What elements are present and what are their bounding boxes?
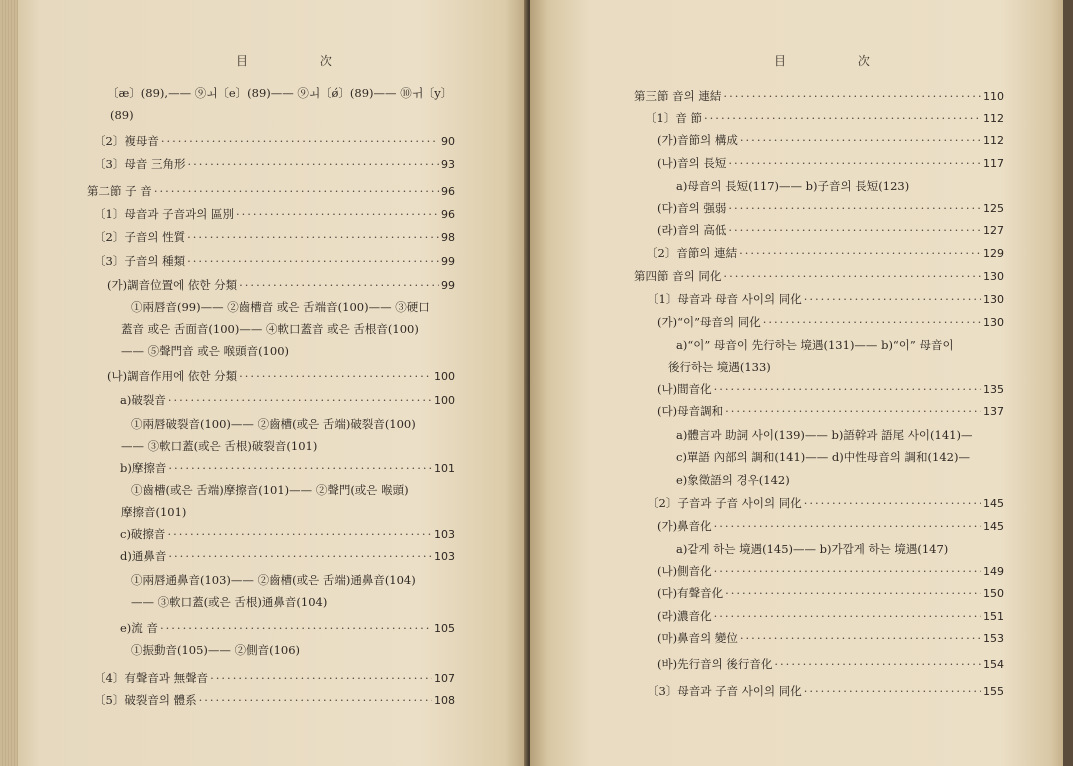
toc-entry xyxy=(107,85,452,101)
toc-entry xyxy=(131,642,300,658)
toc-entry xyxy=(657,518,1004,534)
dot-leader xyxy=(714,519,981,533)
toc-page-number: 137 xyxy=(983,405,1004,418)
toc-entry xyxy=(131,299,430,315)
toc-page-number: 130 xyxy=(983,293,1004,306)
dot-leader xyxy=(740,631,981,645)
left-page xyxy=(0,0,528,766)
toc-entry-title: (라)音의 高低 xyxy=(657,223,727,237)
toc-entry xyxy=(94,692,455,708)
toc-page-number: 101 xyxy=(434,462,455,475)
toc-entry xyxy=(645,110,1004,126)
toc-entry xyxy=(657,403,1004,419)
left-running-head: 目 次 xyxy=(236,54,366,68)
toc-page-number: 135 xyxy=(983,383,1004,396)
toc-entry-title: 〔5〕破裂音의 體系 xyxy=(94,693,197,707)
dot-leader xyxy=(168,549,432,563)
toc-entry-title: (다)音의 强弱 xyxy=(657,201,727,215)
toc-entry-title: 〔1〕母音과 母音 사이의 同化 xyxy=(647,292,802,306)
toc-page-number: 154 xyxy=(983,658,1004,671)
toc-entry xyxy=(646,245,1004,261)
toc-page-number: 98 xyxy=(441,231,455,244)
dot-leader xyxy=(740,133,981,147)
toc-entry-title: (라)濃音化 xyxy=(657,609,712,623)
toc-entry-title: 第二節 子 音 xyxy=(87,184,152,198)
toc-entry-title: 摩擦音(101) xyxy=(121,505,187,519)
toc-entry xyxy=(94,156,455,172)
toc-page-number: 112 xyxy=(983,112,1004,125)
toc-entry-title: c)單語 內部의 調和(141)—— d)中性母音의 調和(142)— xyxy=(676,450,970,464)
toc-entry-title: (바)先行音의 後行音化 xyxy=(657,657,773,671)
toc-entry xyxy=(676,449,970,465)
dot-leader xyxy=(187,157,439,171)
toc-entry xyxy=(94,253,455,269)
toc-entry xyxy=(121,504,186,520)
toc-page-number: 130 xyxy=(983,316,1004,329)
cover-edge xyxy=(1063,0,1073,766)
toc-entry xyxy=(107,368,455,384)
dot-leader xyxy=(168,461,432,475)
toc-page-number: 105 xyxy=(434,622,455,635)
toc-entry xyxy=(94,206,455,222)
dot-leader xyxy=(160,621,432,635)
toc-page-number: 100 xyxy=(434,370,455,383)
toc-entry xyxy=(131,594,327,610)
toc-entry-title: (가)調音位置에 依한 分類 xyxy=(107,278,238,292)
dot-leader xyxy=(210,671,432,685)
toc-entry xyxy=(668,359,771,375)
toc-page-number: 130 xyxy=(983,270,1004,283)
toc-entry xyxy=(676,541,948,557)
toc-entry-title: c)破擦音 xyxy=(120,527,166,541)
toc-entry xyxy=(657,314,1004,330)
toc-page-number: 117 xyxy=(983,157,1004,170)
toc-page-number: 103 xyxy=(434,528,455,541)
toc-entry-title: a)破裂音 xyxy=(120,393,166,407)
dot-leader xyxy=(714,609,981,623)
dot-leader xyxy=(187,254,439,268)
toc-entry xyxy=(634,268,1004,284)
toc-entry-title: (나)音의 長短 xyxy=(657,156,727,170)
dot-leader xyxy=(725,404,981,418)
dot-leader xyxy=(804,292,981,306)
toc-entry xyxy=(121,343,289,359)
toc-entry xyxy=(121,321,419,337)
toc-entry xyxy=(121,438,317,454)
toc-entry-title: (다)有聲音化 xyxy=(657,586,724,600)
toc-entry-title: (가)鼻音化 xyxy=(657,519,712,533)
toc-entry-title: (가)“이”母音의 同化 xyxy=(657,315,761,329)
dot-leader xyxy=(728,223,981,237)
toc-entry-title: ①齒槽(或은 舌端)摩擦音(101)—— ②聲門(或은 喉頭) xyxy=(131,483,409,497)
dot-leader xyxy=(723,89,981,103)
toc-entry xyxy=(87,183,455,199)
toc-entry xyxy=(120,526,455,542)
toc-entry xyxy=(131,482,409,498)
toc-entry-title: 〔2〕子音의 性質 xyxy=(94,230,186,244)
toc-entry xyxy=(647,495,1004,511)
dot-leader xyxy=(723,269,981,283)
toc-entry-title: 後行하는 境遇(133) xyxy=(668,360,771,374)
toc-entry-title: ①兩唇通鼻音(103)—— ②齒槽(或은 舌端)通鼻音(104) xyxy=(131,573,416,587)
toc-page-number: 112 xyxy=(983,134,1004,147)
toc-entry-title: —— ③軟口蓋(或은 舌根)破裂音(101) xyxy=(121,439,318,453)
toc-entry xyxy=(676,337,954,353)
toc-entry xyxy=(657,132,1004,148)
dot-leader xyxy=(728,156,981,170)
toc-entry-title: 〔æ〕(89),—— ⑨ㅚ〔e〕(89)—— ⑨ㅚ〔ǿ〕(89)—— ⑩ㅟ〔y〕 xyxy=(107,86,453,100)
toc-entry-title: (나)間音化 xyxy=(657,382,712,396)
dot-leader xyxy=(236,207,439,221)
toc-page-number: 100 xyxy=(434,394,455,407)
toc-entry xyxy=(657,656,1004,672)
toc-entry xyxy=(647,683,1004,699)
dot-leader xyxy=(161,134,439,148)
toc-entry xyxy=(94,133,455,149)
toc-page-number: 107 xyxy=(434,672,455,685)
toc-entry-title: (나)調音作用에 依한 分類 xyxy=(107,369,238,383)
toc-entry-title: 〔2〕複母音 xyxy=(94,134,159,148)
toc-entry-title: a)母音의 長短(117)—— b)子音의 長短(123) xyxy=(676,179,910,193)
toc-entry xyxy=(676,472,790,488)
toc-page-number: 93 xyxy=(441,158,455,171)
dot-leader xyxy=(187,230,439,244)
toc-entry-title: (가)音節의 構成 xyxy=(657,133,738,147)
toc-entry-title: 第三節 音의 連結 xyxy=(634,89,722,103)
toc-entry-title: a)같게 하는 境遇(145)—— b)가깝게 하는 境遇(147) xyxy=(676,542,949,556)
toc-entry-title: (마)鼻音의 變位 xyxy=(657,631,738,645)
toc-page-number: 153 xyxy=(983,632,1004,645)
toc-page-number: 110 xyxy=(983,90,1004,103)
toc-entry-title: 〔3〕子音의 種類 xyxy=(94,254,186,268)
toc-page-number: 96 xyxy=(441,208,455,221)
toc-entry xyxy=(647,291,1004,307)
toc-entry-title: (다)母音調和 xyxy=(657,404,724,418)
toc-entry xyxy=(657,630,1004,646)
page-edges xyxy=(0,0,18,766)
toc-page-number: 99 xyxy=(441,255,455,268)
toc-entry xyxy=(676,178,909,194)
dot-leader xyxy=(168,393,432,407)
toc-entry xyxy=(657,608,1004,624)
toc-entry xyxy=(657,563,1004,579)
toc-entry-title: 〔3〕母音 三角形 xyxy=(94,157,186,171)
toc-entry-title: 〔2〕音節의 連結 xyxy=(646,246,738,260)
dot-leader xyxy=(804,496,981,510)
toc-entry-title: a)體言과 助詞 사이(139)—— b)語幹과 語尾 사이(141)— xyxy=(676,428,973,442)
toc-entry-title: ①兩唇破裂音(100)—— ②齒槽(或은 舌端)破裂音(100) xyxy=(131,417,416,431)
dot-leader xyxy=(739,246,981,260)
dot-leader xyxy=(804,684,981,698)
toc-page-number: 103 xyxy=(434,550,455,563)
toc-entry-title: 〔1〕母音과 子音과의 區別 xyxy=(94,207,234,221)
toc-page-number: 149 xyxy=(983,565,1004,578)
dot-leader xyxy=(763,315,981,329)
dot-leader xyxy=(239,369,432,383)
dot-leader xyxy=(714,382,981,396)
dot-leader xyxy=(725,586,981,600)
toc-page-number: 96 xyxy=(441,185,455,198)
toc-page-number: 145 xyxy=(983,520,1004,533)
dot-leader xyxy=(714,564,981,578)
toc-entry-title: (나)側音化 xyxy=(657,564,712,578)
toc-entry-title: d)通鼻音 xyxy=(120,549,167,563)
right-running-head: 目 次 xyxy=(774,54,904,68)
toc-entry xyxy=(120,392,455,408)
toc-page-number: 151 xyxy=(983,610,1004,623)
toc-page-number: 129 xyxy=(983,247,1004,260)
toc-page-number: 155 xyxy=(983,685,1004,698)
toc-entry xyxy=(131,572,416,588)
toc-entry xyxy=(120,460,455,476)
toc-entry xyxy=(657,200,1004,216)
toc-entry xyxy=(676,427,972,443)
dot-leader xyxy=(728,201,981,215)
toc-page-number: 127 xyxy=(983,224,1004,237)
dot-leader xyxy=(239,278,439,292)
toc-entry-title: e)象徵語의 경우(142) xyxy=(676,473,790,487)
dot-leader xyxy=(704,111,981,125)
toc-entry-title: (89) xyxy=(110,108,134,122)
toc-page-number: 145 xyxy=(983,497,1004,510)
toc-entry xyxy=(657,585,1004,601)
toc-entry-title: a)“이” 母音이 先行하는 境遇(131)—— b)“이” 母音이 xyxy=(676,338,954,352)
toc-entry-title: b)摩擦音 xyxy=(120,461,167,475)
dot-leader xyxy=(167,527,432,541)
toc-page-number: 90 xyxy=(441,135,455,148)
toc-entry-title: e)流 音 xyxy=(120,621,158,635)
toc-entry xyxy=(110,108,134,122)
right-page xyxy=(530,0,1065,766)
toc-entry-title: ①兩唇音(99)—— ②齒槽音 或은 舌端音(100)—— ③硬口 xyxy=(131,300,430,314)
toc-page-number: 125 xyxy=(983,202,1004,215)
toc-page-number: 108 xyxy=(434,694,455,707)
toc-entry-title: 〔2〕子音과 子音 사이의 同化 xyxy=(647,496,802,510)
toc-entry xyxy=(634,88,1004,104)
toc-entry xyxy=(131,416,416,432)
toc-entry-title: ①振動音(105)—— ②側音(106) xyxy=(131,643,301,657)
toc-page-number: 150 xyxy=(983,587,1004,600)
toc-entry-title: 蓋音 或은 舌面音(100)—— ④軟口蓋音 或은 舌根音(100) xyxy=(121,322,419,336)
toc-page-number: 99 xyxy=(441,279,455,292)
toc-entry-title: —— ③軟口蓋(或은 舌根)通鼻音(104) xyxy=(131,595,328,609)
toc-entry-title: 〔4〕有聲音과 無聲音 xyxy=(94,671,209,685)
toc-entry xyxy=(657,222,1004,238)
toc-entry xyxy=(657,381,1004,397)
toc-entry xyxy=(657,155,1004,171)
toc-entry xyxy=(107,277,455,293)
dot-leader xyxy=(774,657,981,671)
toc-entry xyxy=(120,548,455,564)
toc-entry-title: 第四節 音의 同化 xyxy=(634,269,722,283)
toc-entry xyxy=(120,620,455,636)
toc-entry-title: 〔1〕音 節 xyxy=(645,111,702,125)
toc-entry xyxy=(94,670,455,686)
dot-leader xyxy=(154,184,439,198)
dot-leader xyxy=(199,693,432,707)
toc-entry-title: 〔3〕母音과 子音 사이의 同化 xyxy=(647,684,802,698)
toc-entry-title: —— ⑤聲門音 或은 喉頭音(100) xyxy=(121,344,289,358)
toc-entry xyxy=(94,229,455,245)
